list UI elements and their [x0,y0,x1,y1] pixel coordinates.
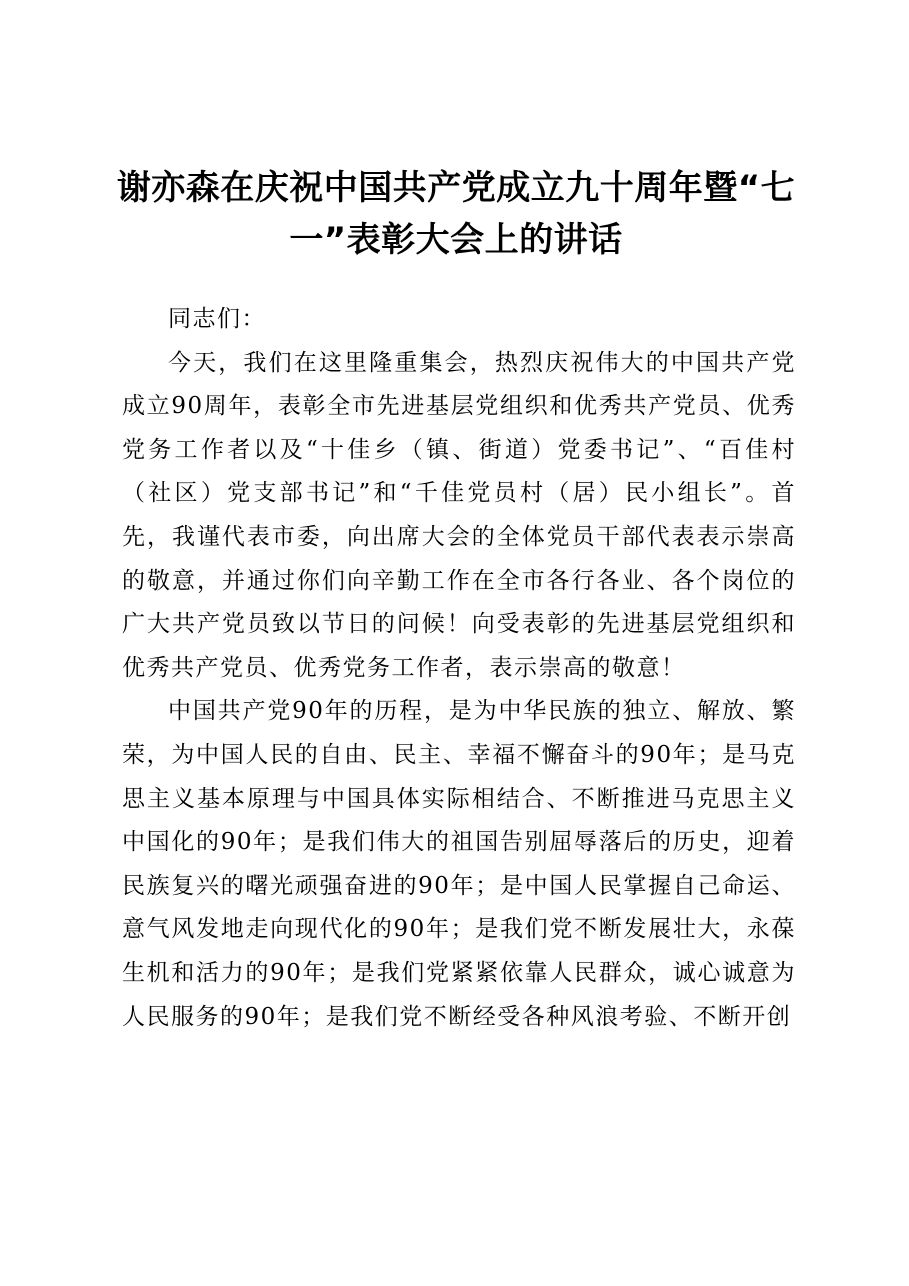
paragraph-2: 中国共产党90年的历程，是为中华民族的独立、解放、繁荣，为中国人民的自由、民主、幸福不懈奋斗的90年；是马克思主义基本原理与中国具体实际相结合、不断推进马克思主义中国化的90年；是我们伟大的祖国告别屈辱落后的历史，迎着民族复兴的曙光顽强奋进的90年；是中国人民掌握自己命运、意气风发地走向现代化的90年；是我们党不断发展壮大，永葆生机和活力的90年；是我们党紧紧依靠人民群众，诚心诚意为人民服务的90年；是我们党不断经受各种风浪考验、不断开创 [122,698,796,1030]
salutation: 同志们： [168,306,266,332]
paragraph-1: 今天，我们在这里隆重集会，热烈庆祝伟大的中国共产党成立90周年，表彰全市先进基层党组织和优秀共产党员、优秀党务工作者以及“十佳乡（镇、街道）党委书记”、“百佳村（社区）党支部书记”和“千佳党员村（居）民小组长”。首先，我谨代表市委，向出席大会的全体党员干部代表表示崇高的敬意，并通过你们向辛勤工作在全市各行各业、各个岗位的广大共产党员致以节日的问候！向受表彰的先进基层党组织和优秀共产党员、优秀党务工作者，表示崇高的敬意！ [122,349,796,681]
document-title: 谢亦森在庆祝中国共产党成立九十周年暨“七一”表彰大会上的讲话 [116,168,796,260]
document-body [122,298,796,1039]
